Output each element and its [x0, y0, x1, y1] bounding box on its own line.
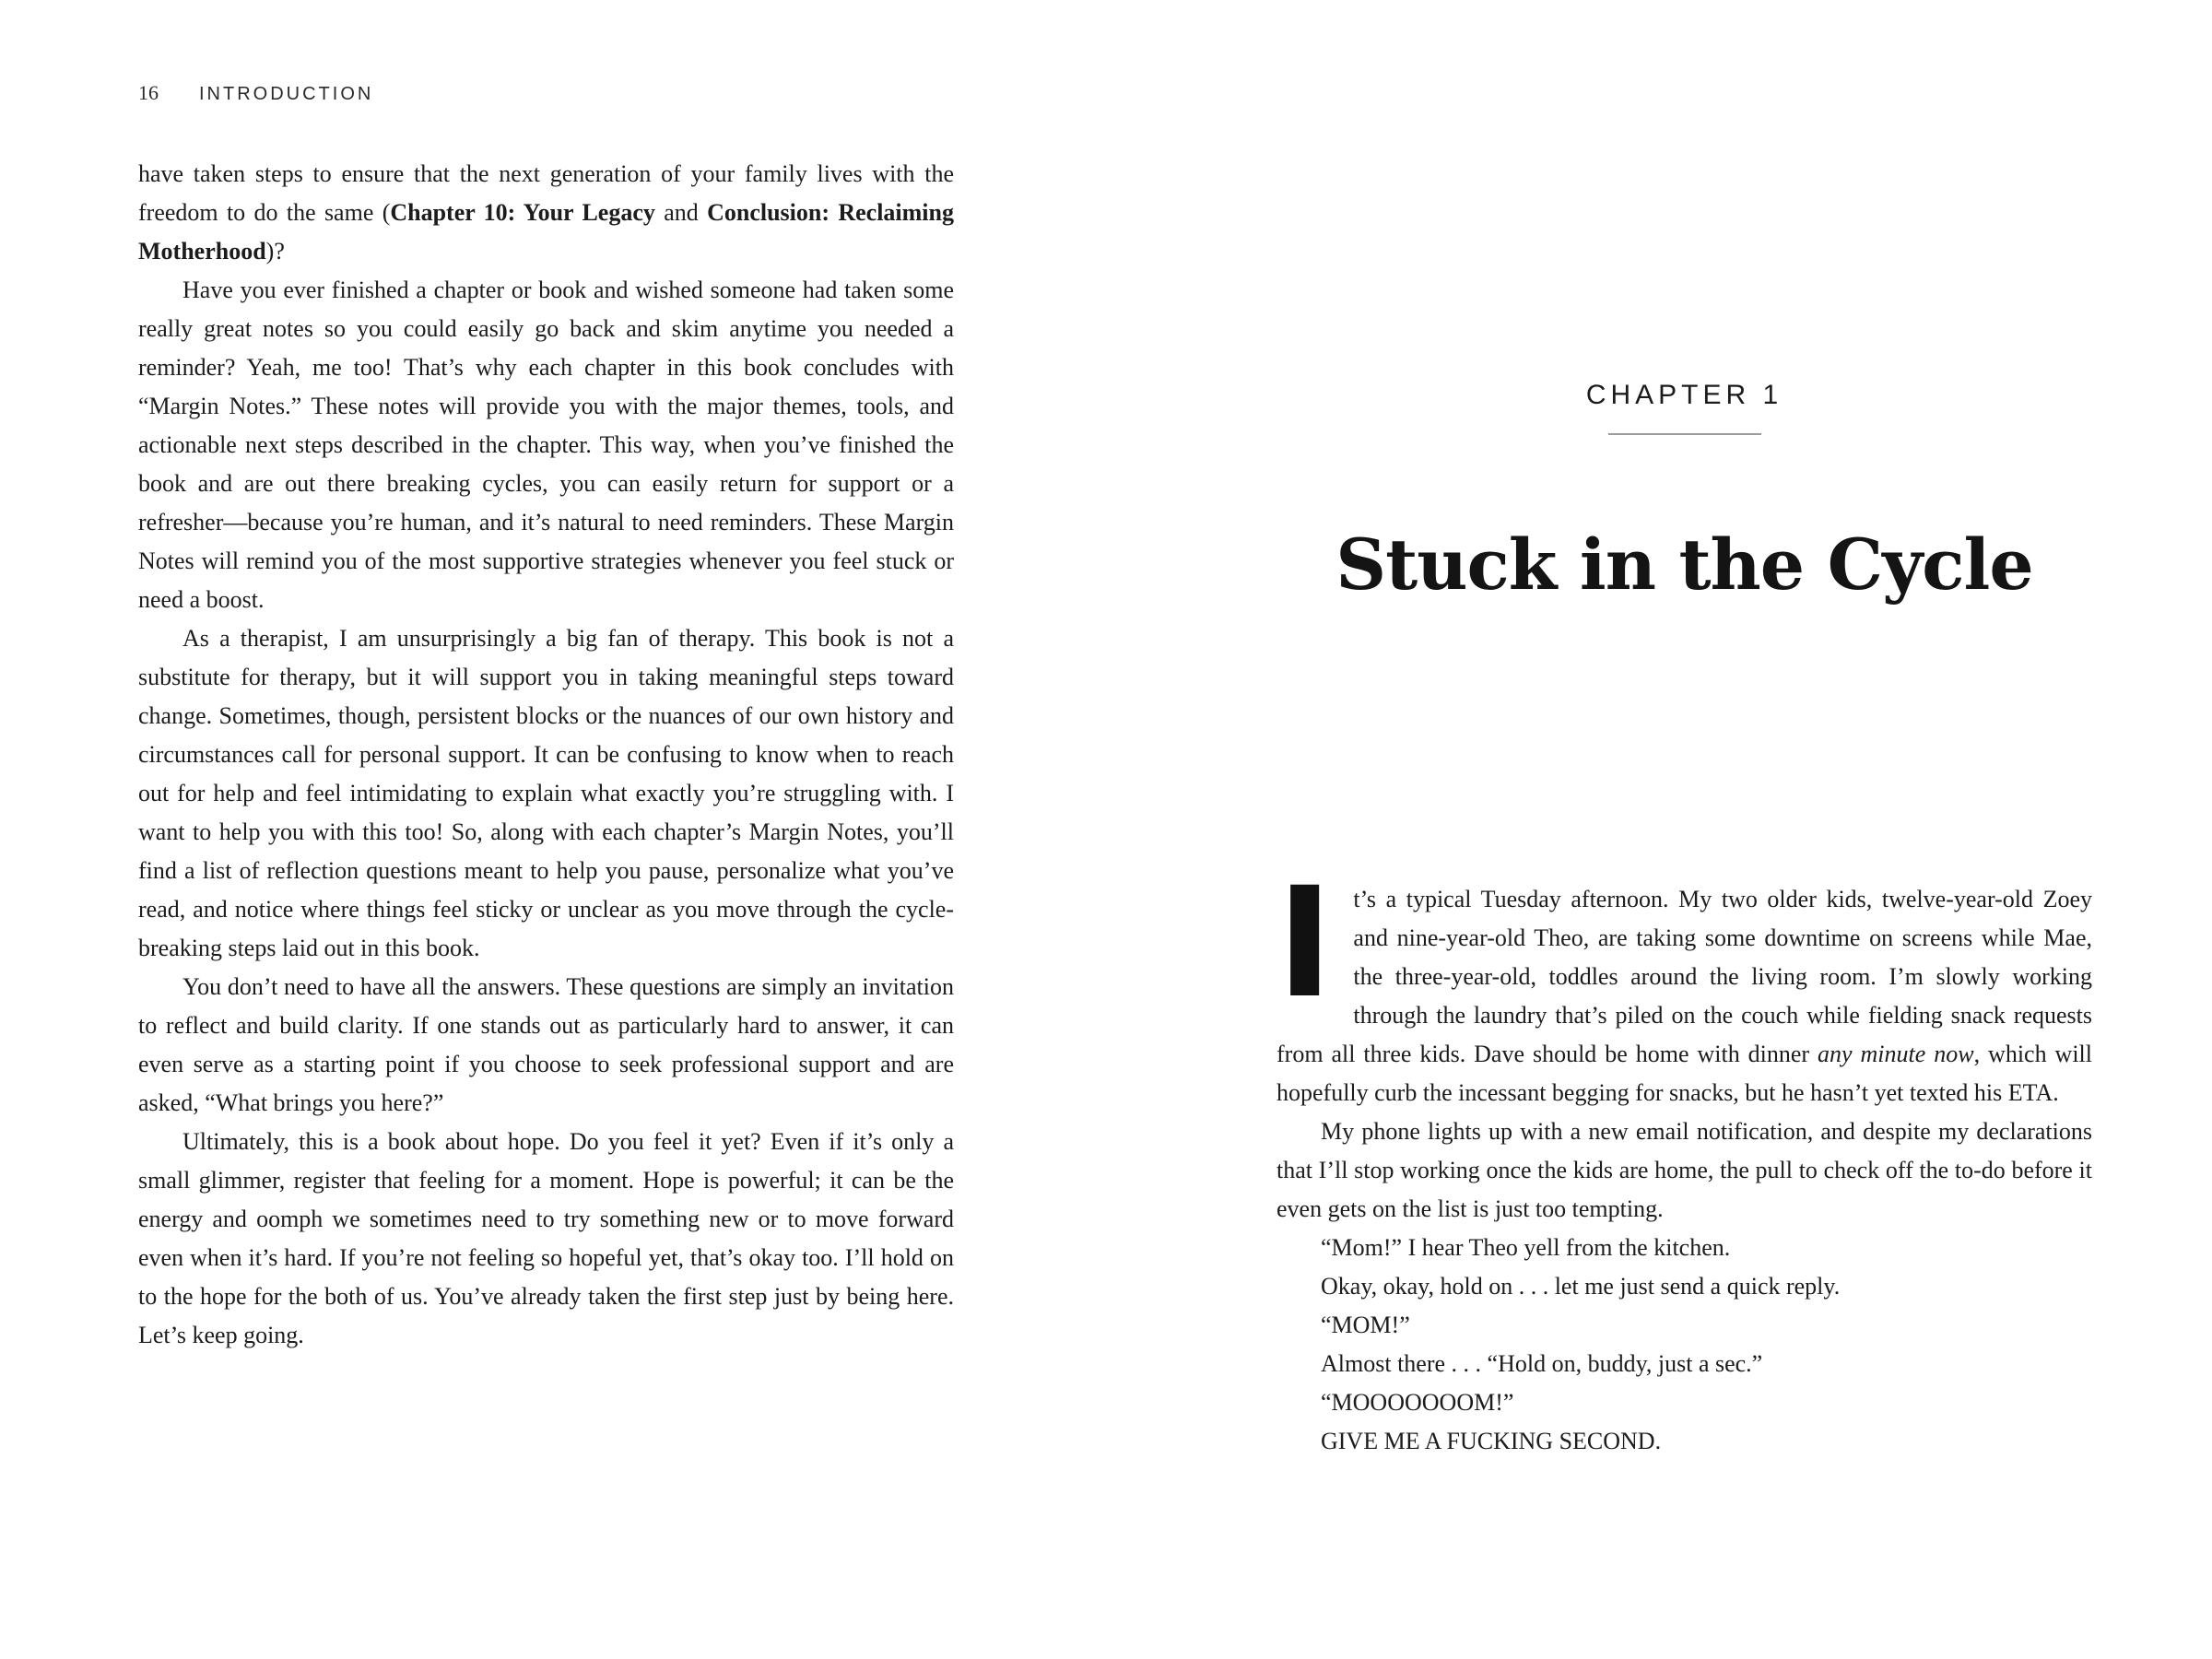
text-run: As a therapist, I am unsurprisingly a big fan of therapy. This book is not a substitute for therapy, but it will support you in taking meaningful steps toward change. Sometimes, though, persistent blocks or the nuances of our own history and circumstances call for personal support. It can be confusing to know when to reach out for help and feel intimidating to explain what exactly you’re struggling with. I want to help you with this too! So, along with each chapter’s Margin Notes, you’ll find a list of reflection questions meant to help you pause, personalize what you’ve read, and notice where things feel sticky or unclear as you move through the cycle-breaking steps laid out in this book.	[138, 625, 954, 961]
text-run: have taken steps to ensure that the next generation of your family lives with the freedom to do the same (	[138, 160, 954, 226]
left-page-body	[138, 155, 954, 1355]
text-run: Almost there . . . “Hold on, buddy, just a sec.”	[1321, 1350, 1763, 1377]
text-run: Okay, okay, hold on . . . let me just send a quick reply.	[1321, 1273, 1841, 1300]
paragraph	[138, 155, 954, 271]
paragraph	[138, 619, 954, 968]
text-run: You don’t need to have all the answers. These questions are simply an invitation to reflect and build clarity. If one stands out as particularly hard to answer, it can even serve as a starting point if you choose to seek professional support and are asked, “What brings you here?”	[138, 973, 954, 1116]
text-run: “MOOOOOOOM!”	[1321, 1389, 1514, 1416]
page-number: 16	[138, 81, 159, 104]
paragraph	[1277, 1267, 2092, 1306]
right-page-body	[1277, 854, 2092, 1461]
running-head-title: INTRODUCTION	[199, 84, 374, 104]
paragraph	[138, 1123, 954, 1355]
running-head	[138, 81, 373, 105]
paragraph	[138, 968, 954, 1123]
text-run: t’s a typical Tuesday afternoon. My two older kids, twelve-year-old Zoey and nine-year-old Theo, are taking some downtime on screens while Mae, the three-year-old, toddles around the living room. I’m slowly working through the laundry that’s piled on the couch while fielding snack requests from all three kids. Dave should be home with dinner	[1277, 886, 2092, 1067]
text-run: any minute now	[1818, 1041, 1974, 1067]
text-run: Conclusion: Reclaiming Motherhood	[138, 199, 954, 265]
text-run: “MOM!”	[1321, 1312, 1410, 1338]
text-run: “Mom!” I hear Theo yell from the kitchen.	[1321, 1234, 1731, 1261]
text-run: and	[654, 199, 708, 226]
text-run: Chapter 10: Your Legacy	[390, 199, 655, 226]
text-run: )?	[265, 238, 285, 265]
text-run: Have you ever finished a chapter or book and wished someone had taken some really great notes so you could easily go back and skim anytime you needed a reminder? Yeah, me too! That’s why each chapter in this book concludes with “Margin Notes.” These notes will provide you with the major themes, tools, and actionable next steps described in the chapter. This way, when you’ve finished the book and are out there breaking cycles, you can easily return for support or a refresher—because you’re human, and it’s natural to need reminders. These Margin Notes will remind you of the most supportive strategies whenever you feel stuck or need a boost.	[138, 276, 954, 613]
paragraph	[138, 271, 954, 619]
paragraph	[1277, 1383, 2092, 1422]
text-run: My phone lights up with a new email notification, and despite my declarations that I’ll stop working once the kids are home, the pull to check off the to-do before it even gets on the list is just too tempting.	[1277, 1118, 2092, 1222]
drop-cap: I	[1277, 854, 1334, 1031]
paragraph	[1277, 1112, 2092, 1229]
paragraph	[1277, 1229, 2092, 1267]
text-run: GIVE ME A FUCKING SECOND.	[1321, 1428, 1662, 1454]
text-run: , which will hopefully curb the incessant begging for snacks, but he hasn’t yet texted his ETA.	[1277, 1041, 2092, 1106]
paragraph	[1277, 1345, 2092, 1383]
paragraph	[1277, 1422, 2092, 1461]
paragraph	[1277, 854, 2092, 1112]
text-run: Ultimately, this is a book about hope. Do you feel it yet? Even if it’s only a small glimmer, register that feeling for a moment. Hope is powerful; it can be the energy and oomph we sometimes need to try something new or to move forward even when it’s hard. If you’re not feeling so hopeful yet, that’s okay too. I’ll hold on to the hope for the both of us. You’ve already taken the first step just by being here. Let’s keep going.	[138, 1128, 954, 1348]
chapter-label: CHAPTER 1	[1585, 380, 1783, 410]
chapter-title: Stuck in the Cycle	[1335, 524, 2033, 606]
chapter-rule	[1608, 433, 1761, 435]
paragraph	[1277, 1306, 2092, 1345]
